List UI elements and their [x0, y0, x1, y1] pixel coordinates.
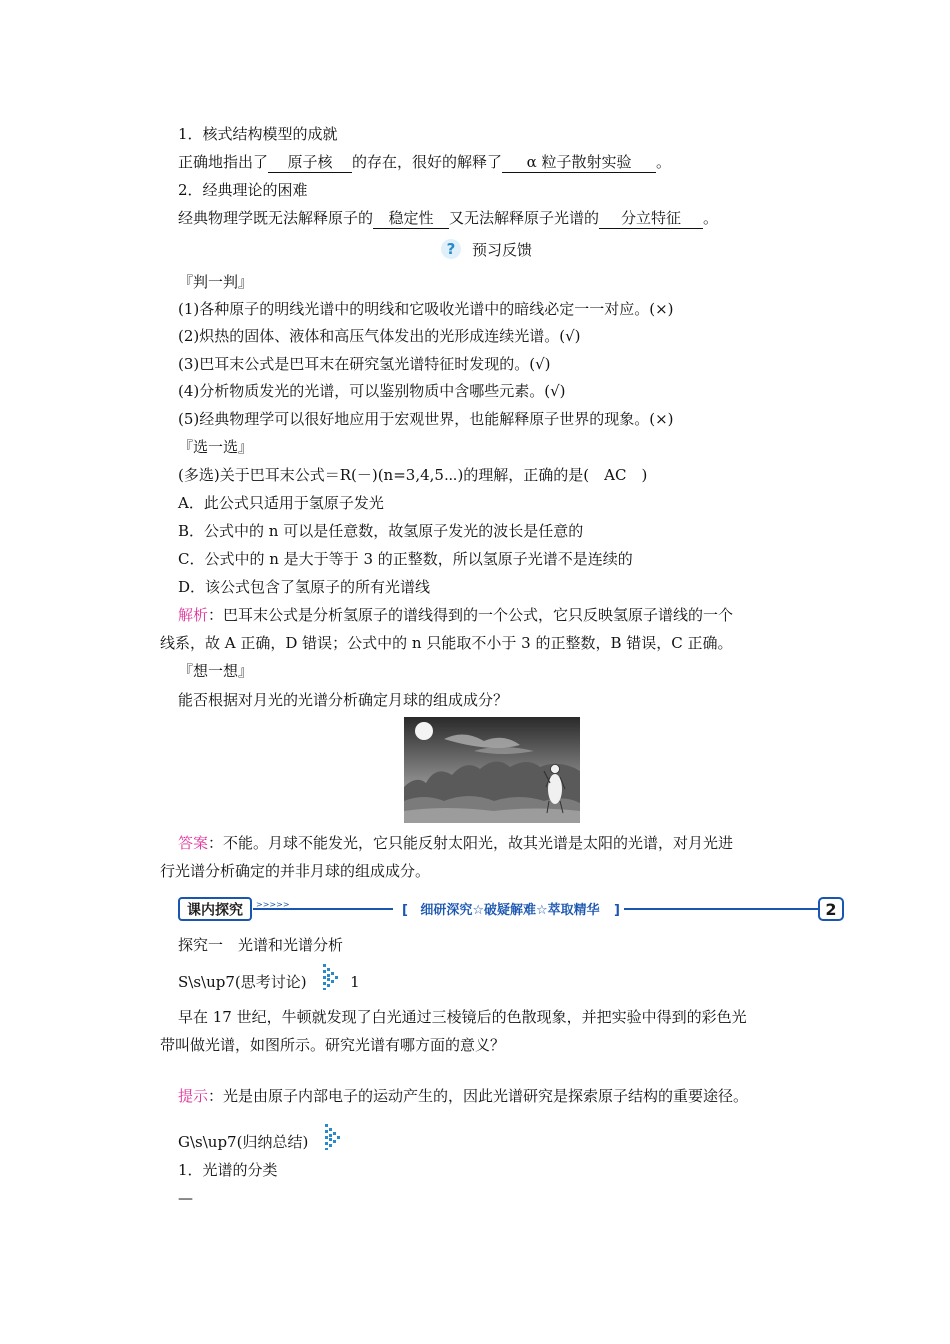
- banner-number: 2: [825, 900, 837, 919]
- choose-option: C．公式中的 n 是大于等于 3 的正整数，所以氢原子光谱不是连续的: [178, 550, 633, 568]
- judge-item: (4)分析物质发光的光谱，可以鉴别物质中含哪些元素。(√): [178, 382, 566, 400]
- judge-item: (5)经典物理学可以很好地应用于宏观世界，也能解释原子世界的现象。(×): [178, 410, 674, 428]
- moonlight-illustration: [404, 717, 580, 823]
- discuss-row: [178, 972, 360, 992]
- choose-option: B．公式中的 n 可以是任意数，故氢原子发光的波长是任意的: [178, 522, 584, 540]
- blank-answer: 稳定性: [373, 208, 449, 229]
- svg-text:]: ]: [614, 903, 620, 918]
- text: 。: [656, 153, 672, 171]
- hint-line: [178, 1086, 748, 1106]
- answer-line-2: 行光谱分析确定的并非月球的组成成分。: [160, 862, 431, 880]
- think-heading: 『想一想』: [178, 662, 254, 680]
- text: 。: [703, 209, 719, 227]
- dash-mark: —: [178, 1189, 193, 1207]
- judge-item: (2)炽热的固体、液体和高压气体发出的光形成连续光谱。(√): [178, 327, 581, 345]
- summary-row: [178, 1132, 347, 1152]
- judge-heading: 『判一判』: [178, 273, 254, 291]
- blank-answer: α 粒子散射实验: [502, 152, 656, 173]
- preview-heading-text: 预习反馈: [472, 240, 533, 259]
- choose-option: D．该公式包含了氢原子的所有光谱线: [178, 578, 431, 596]
- explore-para-1: 早在 17 世纪，牛顿就发现了白光通过三棱镜后的色散现象，并把实验中得到的彩色光: [178, 1008, 747, 1026]
- hint-label: 提示: [178, 1087, 209, 1105]
- preview-heading: [440, 238, 532, 260]
- summary-label: G\s\up7(归纳总结): [178, 1133, 309, 1151]
- text: 的存在，很好的解释了: [352, 153, 503, 171]
- banner-middle-label: 细研深究☆破疑解难☆萃取精华: [420, 903, 600, 918]
- analysis-line-2: 线系，故 A 正确，D 错误；公式中的 n 只能取不小于 3 的正整数，B 错误，C 正确。: [160, 634, 733, 652]
- discuss-number: 1: [350, 973, 360, 991]
- judge-item: (3)巴耳末公式是巴耳末在研究氢光谱特征时发现的。(√): [178, 355, 551, 373]
- blank-answer: 原子核: [268, 152, 352, 173]
- answer-line-1: [178, 833, 733, 853]
- choose-heading: 『选一选』: [178, 438, 254, 456]
- analysis-text: ：巴耳末公式是分析氢原子的谱线得到的一个公式，它只反映氢原子谱线的一个: [208, 606, 734, 624]
- text: 经典物理学既无法解释原子的: [178, 209, 374, 227]
- chevron-right-icon: [321, 962, 345, 990]
- summary-item-1: 1．光谱的分类: [178, 1161, 278, 1179]
- svg-text:?: ?: [446, 240, 456, 258]
- item2-heading: 2．经典理论的困难: [178, 181, 308, 199]
- sentence-nucleus: [178, 152, 671, 173]
- section-banner: [178, 896, 846, 922]
- blank-answer: 分立特征: [599, 208, 703, 229]
- sentence-difficulty: [178, 208, 718, 229]
- choose-question: (多选)关于巴耳末公式＝R(－)(n=3,4,5⋯)的理解，正确的是( AC ): [178, 466, 648, 484]
- banner-left-label: 课内探究: [187, 902, 243, 919]
- answer-label: 答案: [178, 834, 209, 852]
- judge-item: (1)各种原子的明线光谱中的明线和它吸收光谱中的暗线必定一一对应。(×): [178, 300, 674, 318]
- discuss-label: S\s\up7(思考讨论): [178, 973, 307, 991]
- chevron-right-icon: [323, 1122, 347, 1150]
- text: 正确地指出了: [178, 153, 269, 171]
- hint-text: ：光是由原子内部电子的运动产生的，因此光谱研究是探索原子结构的重要途径。: [208, 1087, 749, 1105]
- explore-para-2: 带叫做光谱，如图所示。研究光谱有哪方面的意义？: [160, 1036, 506, 1054]
- analysis-label: 解析: [178, 606, 209, 624]
- analysis-line-1: [178, 605, 733, 625]
- svg-text:[: [: [402, 903, 408, 918]
- svg-text:>>>>>: >>>>>: [256, 900, 290, 909]
- text: 又无法解释原子光谱的: [449, 209, 600, 227]
- explore-title: 探究一 光谱和光谱分析: [178, 936, 344, 954]
- question-mark-icon: [440, 238, 462, 260]
- item1-heading: 1．核式结构模型的成就: [178, 125, 338, 143]
- choose-option: A．此公式只适用于氢原子发光: [178, 494, 384, 512]
- answer-text: ：不能。月球不能发光，它只能反射太阳光，故其光谱是太阳的光谱，对月光进: [208, 834, 734, 852]
- think-question: 能否根据对月光的光谱分析确定月球的组成成分？: [178, 691, 509, 709]
